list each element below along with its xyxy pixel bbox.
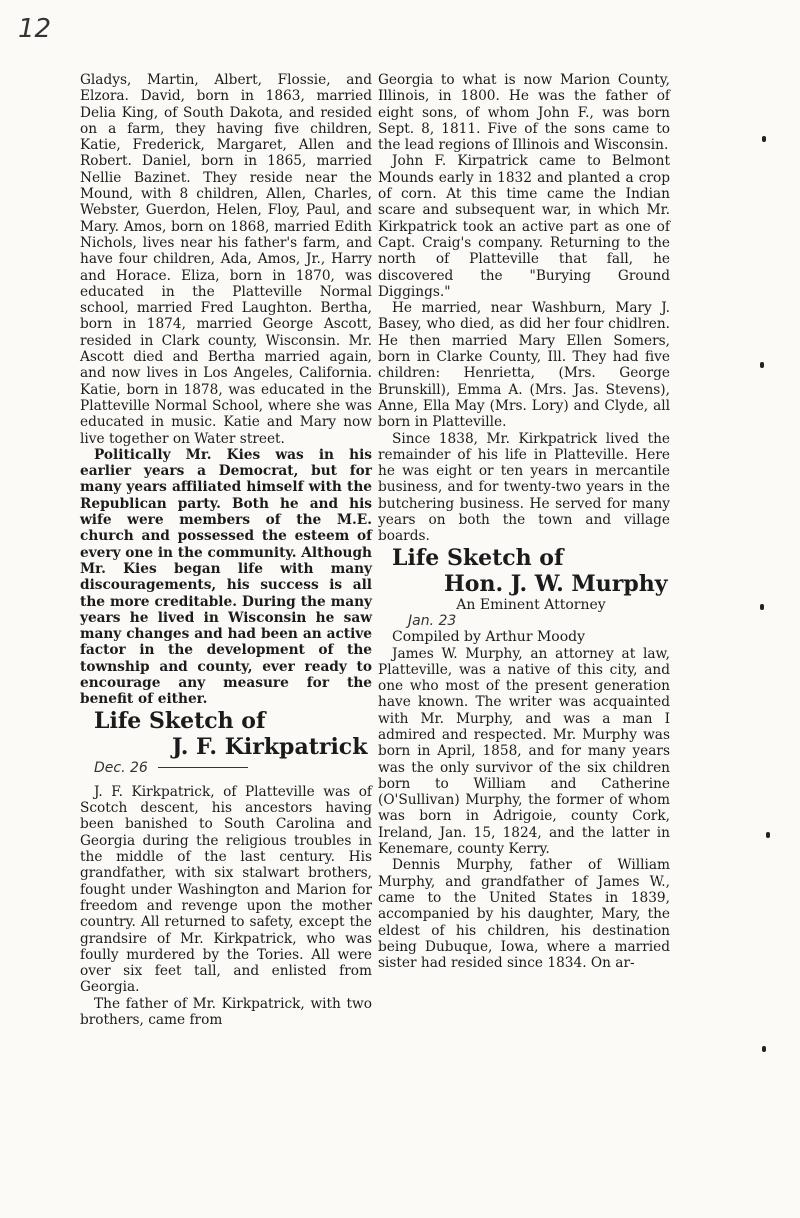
murphy-subtitle: An Eminent Attorney xyxy=(456,596,606,613)
murphy-heading-line2: Hon. J. W. Murphy xyxy=(444,570,668,597)
right-column xyxy=(378,72,670,971)
left-paragraph-4: The father of Mr. Kirkpatrick, with two brothers, came from xyxy=(80,995,372,1029)
right-paragraph-2: John F. Kirpatrick came to Belmont Mounds early in 1832 and planted a crop of corn. At this time came the Indian scare and subsequent war, in which Mr. Kirkpatrick took an active part as one of Capt. Craig's company. Returning to the north of Platteville that fall, he discovered the "Burying Ground Diggings." xyxy=(378,153,670,300)
margin-mark xyxy=(766,832,770,838)
right-paragraph-3: He married, near Washburn, Mary J. Basey, who died, as did her four chidlren. He then married Mary Ellen Somers, born in Clarke County, Ill. They had five children: Henrietta, (Mrs. George Brunskill), Emma A. (Mrs. Jas. Stevens), Anne, Ella May (Mrs. Lory) and Clyde, all born in Platteville. xyxy=(378,300,670,431)
right-paragraph-5: James W. Murphy, an attorney at law, Platteville, was a native of this city, and one who most of the present generation have known. The writer was acquainted with Mr. Murphy, and was a man I admired and respected. Mr. Murphy was born in April, 1858, and for many years was the only survivor of the six children born to William and Catherine (O'Sullivan) Murphy, the former of whom was born in Adrigoie, county Cork, Ireland, Jan. 15, 1824, and the latter in Kenemare, county Kerry. xyxy=(378,645,670,858)
kirkpatrick-heading-line2: J. F. Kirkpatrick xyxy=(172,733,368,760)
right-paragraph-6: Dennis Murphy, father of William Murphy, and grandfather of James W., came to the United States in 1839, accompanied by his daughter, Mary, the eldest of his children, his destination being Dubuque, Iowa, where a married sister had resided since 1834. On ar- xyxy=(378,857,670,972)
left-column xyxy=(80,72,372,1028)
left-paragraph-1: Gladys, Martin, Albert, Flossie, and Elzora. David, born in 1863, married Delia King, of South Dakota, and resided on a farm, they having five children, Katie, Frederick, Margaret, Allen and Robert. Daniel, born in 1865, married Nellie Bazinet. They reside near the Mound, with 8 children, Allen, Charles, Webster, Guerdon, Helen, Floy, Paul, and Mary. Amos, born on 1868, married Edith Nichols, lives near his father's farm, and have four children, Ada, Amos, Jr., Harry and Horace. Eliza, born in 1870, was educated in the Platteville Normal school, married Fred Laughton. Bertha, born in 1874, married George Ascott, resided in Clark county, Wisconsin. Mr. Ascott died and Bertha married again, and now lives in Los Angeles, California. Katie, born in 1878, was educated in the Platteville Normal School, where she was educated in music. Katie and Mary now live together on Water street. xyxy=(80,72,372,447)
murphy-handwritten-date: Jan. 23 xyxy=(408,612,457,629)
margin-mark xyxy=(762,1046,766,1052)
margin-mark xyxy=(762,136,766,142)
murphy-byline: Compiled by Arthur Moody xyxy=(392,629,586,646)
page-number: 12 xyxy=(18,14,52,44)
right-paragraph-4: Since 1838, Mr. Kirkpatrick lived the remainder of his life in Platteville. Here he was eight or ten years in mercantile business, and for twenty-two years in the butchering business. He served for many years on both the town and village boards. xyxy=(378,430,670,545)
murphy-heading-line1: Life Sketch of xyxy=(392,544,564,571)
margin-mark xyxy=(760,604,764,610)
kirkpatrick-heading-line1: Life Sketch of xyxy=(94,707,266,734)
kirkpatrick-handwritten-date: Dec. 26 xyxy=(80,760,372,776)
left-paragraph-3: J. F. Kirkpatrick, of Platteville was of Scotch descent, his ancestors having been banished to South Carolina and Georgia during the religious troubles in the middle of the last century. His grandfather, with six stalwart brothers, fought under Washington and Marion for freedom and revenge upon the mother country. All returned to safety, except the grandsire of Mr. Kirkpatrick, who was foully murdered by the Tories. All were over six feet tall, and enlisted from Georgia. xyxy=(80,783,372,996)
right-paragraph-1: Georgia to what is now Marion County, Illinois, in 1800. He was the father of eight sons, of whom John F., was born Sept. 8, 1811. Five of the sons came to the lead regions of Illinois and Wisconsin. xyxy=(378,72,670,154)
left-paragraph-2: Politically Mr. Kies was in his earlier years a Democrat, but for many years affiliated himself with the Republican party. Both he and his wife were members of the M.E. church and possessed the esteem of every one in the community. Although Mr. Kies began life with many discouragements, his success is all the more creditable. During the many years he lived in Wisconsin he saw many changes and had been an active factor in the development of the township and county, ever ready to encourage any measure for the benefit of either. xyxy=(80,446,372,708)
margin-mark xyxy=(760,362,764,368)
